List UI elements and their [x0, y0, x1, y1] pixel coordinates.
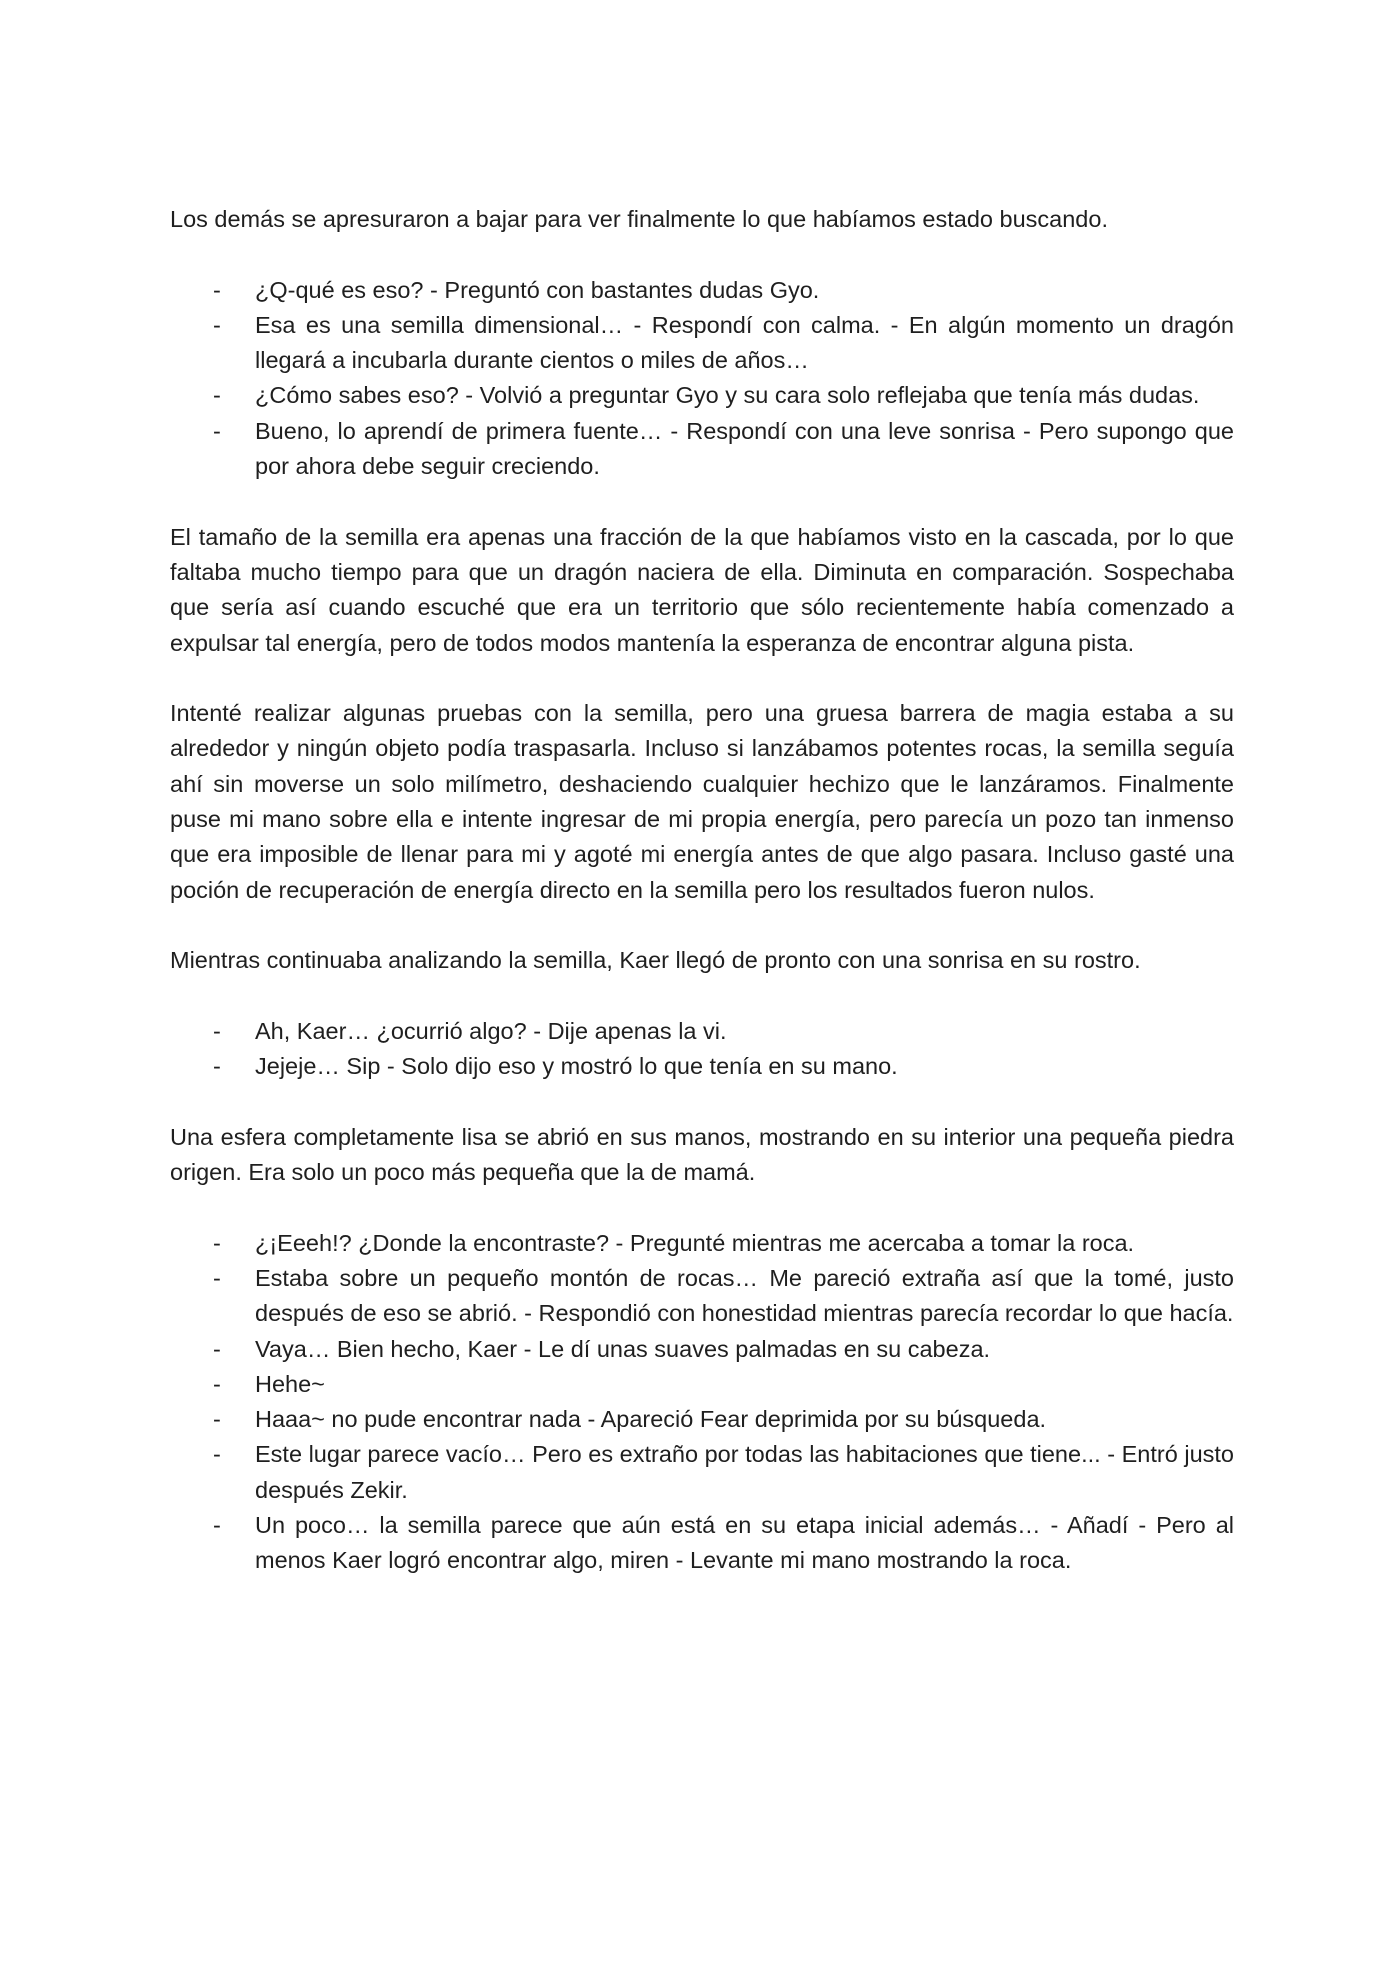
dash-marker: - — [213, 1406, 221, 1433]
dash-marker: - — [213, 1053, 221, 1080]
dialogue-text: Jejeje… Sip - Solo dijo eso y mostró lo que tenía en su mano. — [255, 1053, 898, 1080]
dash-marker: - — [213, 276, 221, 303]
dialogue-list — [170, 1014, 1234, 1085]
dash-marker: - — [213, 417, 221, 444]
paragraph: El tamaño de la semilla era apenas una fracción de la que habíamos visto en la cascada, por lo que faltaba mucho tiempo para que un dragón naciera de ella. Diminuta en comparación. Sospechaba que sería así cuando escuché que era un territorio que sólo recientemente había comenzado a expulsar tal energía, pero de todos modos mantenía la esperanza de encontrar alguna pista. — [170, 523, 1234, 656]
dialogue-text: ¿¡Eeeh!? ¿Donde la encontraste? - Pregunté mientras me acercaba a tomar la roca. — [255, 1229, 1135, 1256]
dash-marker: - — [213, 311, 221, 338]
dash-marker: - — [213, 1441, 221, 1468]
dash-marker: - — [213, 1229, 221, 1256]
dialogue-line — [170, 1014, 1234, 1049]
dialogue-text: Vaya… Bien hecho, Kaer - Le dí unas suaves palmadas en su cabeza. — [255, 1335, 991, 1362]
dialogue-line — [170, 1508, 1234, 1579]
dialogue-text: Bueno, lo aprendí de primera fuente… - Respondí con una leve sonrisa - Pero supongo que por ahora debe seguir creciendo. — [255, 417, 1234, 480]
paragraph: Los demás se apresuraron a bajar para ver finalmente lo que habíamos estado buscando. — [170, 206, 1108, 232]
dialogue-text: Un poco… la semilla parece que aún está en su etapa inicial además… - Añadí - Pero al menos Kaer logró encontrar algo, miren - Levante mi mano mostrando la roca. — [255, 1511, 1234, 1574]
paragraph: Una esfera completamente lisa se abrió en sus manos, mostrando en su interior una pequeña piedra origen. Era solo un poco más pequeña que la de mamá. — [170, 1123, 1234, 1186]
dialogue-text: Esa es una semilla dimensional… - Respondí con calma. - En algún momento un dragón llegará a incubarla durante cientos o miles de años… — [255, 311, 1234, 374]
dash-marker: - — [213, 382, 221, 409]
dialogue-line — [170, 1332, 1234, 1367]
dialogue-list — [170, 273, 1234, 485]
dialogue-list — [170, 1226, 1234, 1579]
dash-marker: - — [213, 1370, 221, 1397]
dialogue-text: ¿Cómo sabes eso? - Volvió a preguntar Gyo y su cara solo reflejaba que tenía más dudas. — [255, 382, 1200, 409]
dialogue-line — [170, 1367, 1234, 1402]
dash-marker: - — [213, 1017, 221, 1044]
dialogue-line — [170, 1261, 1234, 1332]
dialogue-text: Haaa~ no pude encontrar nada - Apareció Fear deprimida por su búsqueda. — [255, 1406, 1047, 1433]
dialogue-line — [170, 308, 1234, 379]
dialogue-line — [170, 1437, 1234, 1508]
paragraph: Mientras continuaba analizando la semilla, Kaer llegó de pronto con una sonrisa en su rostro. — [170, 947, 1141, 974]
dialogue-text: Hehe~ — [255, 1370, 325, 1397]
dialogue-text: Ah, Kaer… ¿ocurrió algo? - Dije apenas la vi. — [255, 1017, 727, 1044]
dialogue-text: Estaba sobre un pequeño montón de rocas… Me pareció extraña así que la tomé, justo después de eso se abrió. - Respondió con honestidad mientras parecía recordar lo que hacía. — [255, 1264, 1234, 1327]
paragraph: Intenté realizar algunas pruebas con la semilla, pero una gruesa barrera de magia estaba a su alrededor y ningún objeto podía traspasarla. Incluso si lanzábamos potentes rocas, la semilla seguía ahí sin moverse un solo milímetro, deshaciendo cualquier hechizo que le lanzáramos. Finalmente puse mi mano sobre ella e intente ingresar de mi propia energía, pero parecía un pozo tan inmenso que era imposible de llenar para mi y agoté mi energía antes de que algo pasara. Incluso gasté una poción de recuperación de energía directo en la semilla pero los resultados fueron nulos. — [170, 700, 1234, 903]
document-page — [170, 202, 1234, 1614]
dialogue-line — [170, 378, 1234, 413]
dialogue-line — [170, 273, 1234, 308]
dash-marker: - — [213, 1511, 221, 1538]
dialogue-text: ¿Q-qué es eso? - Preguntó con bastantes dudas Gyo. — [255, 276, 820, 303]
dash-marker: - — [213, 1335, 221, 1362]
dialogue-line — [170, 1402, 1234, 1437]
dash-marker: - — [213, 1264, 221, 1291]
dialogue-line — [170, 1049, 1234, 1084]
dialogue-line — [170, 414, 1234, 485]
dialogue-text: Este lugar parece vacío… Pero es extraño por todas las habitaciones que tiene... - Entró justo después Zekir. — [255, 1441, 1234, 1503]
dialogue-line — [170, 1226, 1234, 1261]
